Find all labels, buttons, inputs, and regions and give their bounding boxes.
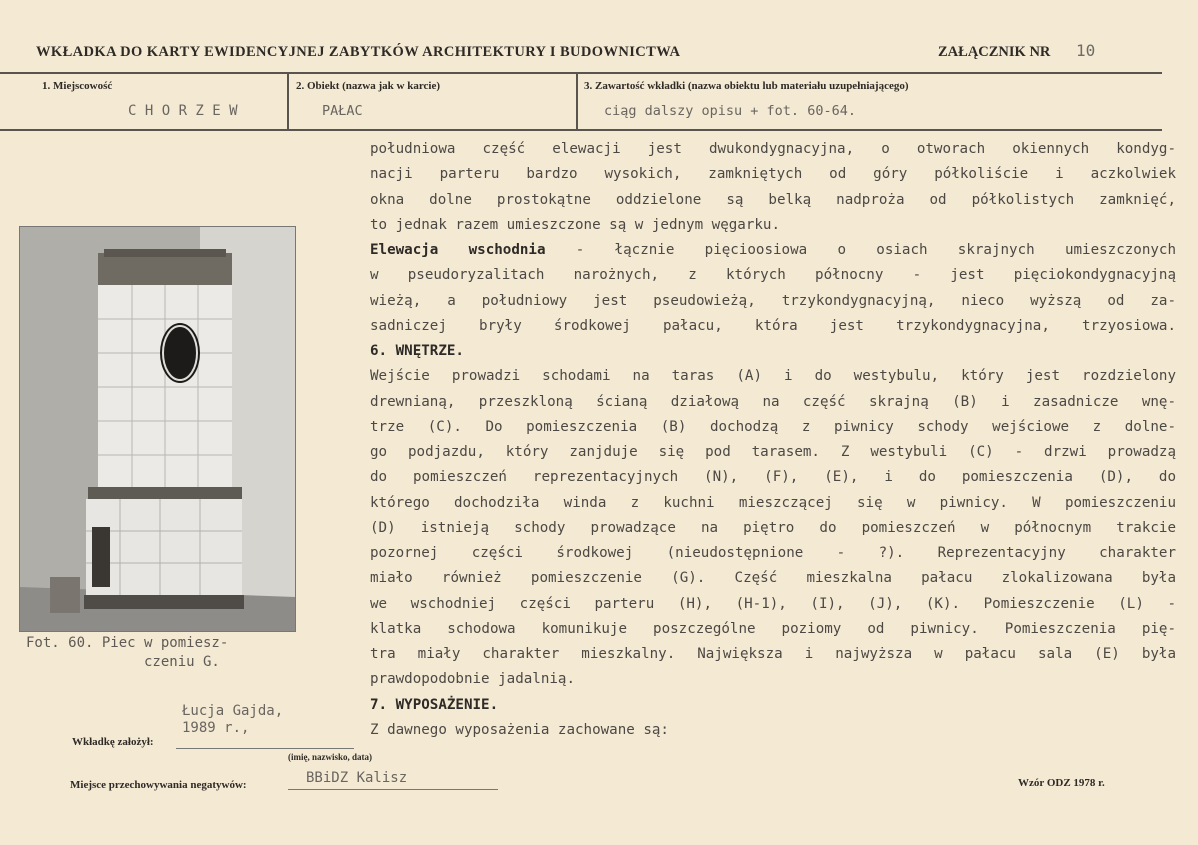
east-elevation-line (370, 238, 1176, 263)
description-text (370, 137, 1176, 743)
negatives-label: Miejsce przechowywania negatywów: (70, 779, 247, 791)
body-line: (D) istnieją schody prowadzące na piętro do pomieszczeń w północnym trakcie (370, 519, 1176, 536)
east-elevation-heading: Elewacja wschodnia (370, 242, 546, 258)
body-line: we wschodniej części parteru (H), (H-1), (I), (J), (K). Pomieszczenie (L) - (370, 595, 1176, 612)
body-line: drewnianą, przeszkloną ścianą działową na część skrajną (B) i zasadnicze wnę- (370, 393, 1176, 410)
author-date: 1989 r., (182, 720, 250, 736)
field-divider-1 (287, 73, 289, 130)
body-line: trze (C). Do pomieszczenia (B) dochodzą z piwnicy schody wejściowe z dolne- (370, 418, 1176, 435)
body-line: wieżą, a południowy jest pseudowieżą, trzykondygnacyjną, nieco wyższą od za- (370, 292, 1176, 309)
locality-value: C H O R Z E W (128, 103, 238, 119)
body-line: Wejście prowadzi schodami na taras (A) i do westybulu, który jest rozdzielony (370, 368, 1176, 385)
east-elevation-text: - łącznie pięcioosiowa o osiach skrajnych umieszczonych (545, 242, 1176, 258)
content-label: 3. Zawartość wkładki (nazwa obiektu lub materiału uzupełniającego) (584, 80, 909, 92)
stove-photo (19, 226, 296, 632)
body-line: miało również pomieszczenie (G). Część mieszkalna pałacu zlokalizowana była (370, 570, 1176, 587)
caption-line-2: czeniu G. (144, 654, 220, 670)
caption-line-1: Fot. 60. Piec w pomiesz- (26, 635, 229, 651)
annex-number: 10 (1076, 41, 1096, 60)
annex-label: ZAŁĄCZNIK NR (938, 44, 1051, 60)
body-line: którego dochodziła winda z kuchni mieszczącej się w piwnicy. W pomieszczeniu (370, 494, 1176, 511)
body-line: południowa część elewacji jest dwukondygnacyjna, o otworach okiennych kondyg- (370, 141, 1176, 157)
section-6-heading: 6. WNĘTRZE. (370, 343, 464, 359)
content-value: ciąg dalszy opisu + fot. 60-64. (604, 103, 856, 119)
body-line: go podjazdu, który zanjduje się pod tarasem. Z westybuli (C) - drzwi prowadzą (370, 444, 1176, 460)
body-line: do pomieszczeń reprezentacyjnych (N), (F), (E), i do pomieszczenia (D), do (370, 469, 1176, 486)
body-line: w pseudoryzalitach narożnych, z których północny - jest pięciokondygnacyjną (370, 267, 1176, 284)
locality-label: 1. Miejscowość (42, 80, 113, 92)
photo-caption (26, 634, 228, 672)
body-line: Z dawnego wyposażenia zachowane są: (370, 721, 669, 738)
template-note: Wzór ODZ 1978 r. (1018, 777, 1105, 789)
object-value: PAŁAC (322, 103, 363, 119)
card-title: WKŁADKA DO KARTY EWIDENCYJNEJ ZABYTKÓW ARCHITEKTURY I BUDOWNICTWA (36, 44, 681, 60)
body-line: pozornej części środkowej (nieudostępnione - ?). Reprezentacyjny charakter (370, 545, 1176, 561)
fields-bottom-rule (0, 129, 1162, 131)
author-line (176, 748, 354, 749)
body-line: nacji parteru bardzo wysokich, zamkniętych od góry półkoliście i aczkolwiek (370, 166, 1176, 183)
body-line: klatka schodowa komunikuje poszczególne poziomy od piwnicy. Pomieszczenia pię- (370, 620, 1176, 637)
object-label: 2. Obiekt (nazwa jak w karcie) (296, 80, 441, 92)
author-label: Wkładkę założył: (72, 736, 154, 748)
section-7-heading: 7. WYPOSAŻENIE. (370, 696, 499, 713)
body-line: prawdopodobnie jadalnią. (370, 671, 575, 688)
field-divider-2 (576, 73, 578, 130)
body-line: okna dolne prostokątne oddzielone są belką nadproża od półkolistych zamknięć, (370, 191, 1176, 208)
body-line: tra miały charakter mieszkalny. Największa i najwyższa w pałacu sala (E) była (370, 646, 1176, 662)
tiled-stove-image (20, 227, 295, 631)
body-line: to jednak razem umieszczone są w jednym węgarku. (370, 216, 780, 233)
body-line: sadniczej bryły środkowej pałacu, która jest trzykondygnacyjna, trzyosiowa. (370, 317, 1176, 334)
author-hint: (imię, nazwisko, data) (288, 752, 372, 762)
top-rule (0, 72, 1162, 74)
negatives-value: BBiDZ Kalisz (306, 770, 408, 786)
author-name: Łucja Gajda, (182, 703, 284, 719)
negatives-line (288, 789, 498, 790)
